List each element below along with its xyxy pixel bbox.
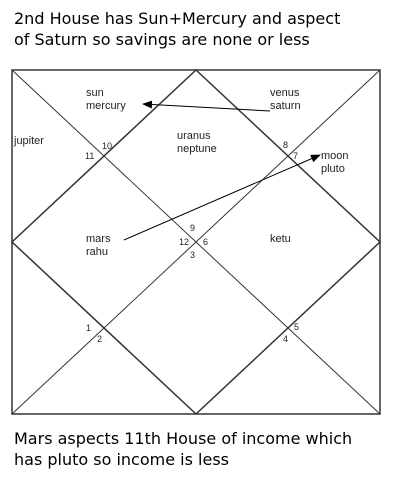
planet-neptune: neptune [177, 143, 217, 155]
house-number-11: 11 [85, 151, 95, 161]
aspect-arrow-saturn-to-mercury [143, 104, 270, 111]
aspect-arrow-mars-to-moon [124, 155, 320, 240]
house-number-12: 12 [179, 237, 190, 247]
house-number-5: 5 [294, 322, 300, 332]
house-number-7: 7 [293, 151, 299, 161]
planet-jupiter: jupiter [14, 135, 44, 147]
planet-uranus: uranus [177, 130, 211, 142]
house-number-3: 3 [190, 250, 196, 260]
house-number-9: 9 [190, 223, 196, 233]
house-number-8: 8 [283, 140, 289, 150]
planet-sun: sun [86, 87, 104, 99]
house-number-6: 6 [203, 237, 209, 247]
house-number-10: 10 [102, 141, 113, 151]
planet-venus: venus [270, 87, 300, 99]
planet-mars: mars [86, 233, 111, 245]
planet-rahu: rahu [86, 246, 109, 258]
house-number-1: 1 [86, 323, 92, 333]
house-number-4: 4 [283, 334, 289, 344]
top-caption: 2nd House has Sun+Mercury and aspect of Saturn so savings are none or less [14, 9, 341, 49]
bottom-caption: Mars aspects 11th House of income which has pluto so income is less [14, 429, 353, 469]
planet-moon: moon [321, 150, 349, 162]
planet-ketu: ketu [270, 233, 291, 245]
planet-saturn: saturn [270, 100, 301, 112]
planet-mercury: mercury [86, 100, 126, 112]
house-number-2: 2 [97, 334, 103, 344]
planet-pluto: pluto [321, 163, 345, 175]
